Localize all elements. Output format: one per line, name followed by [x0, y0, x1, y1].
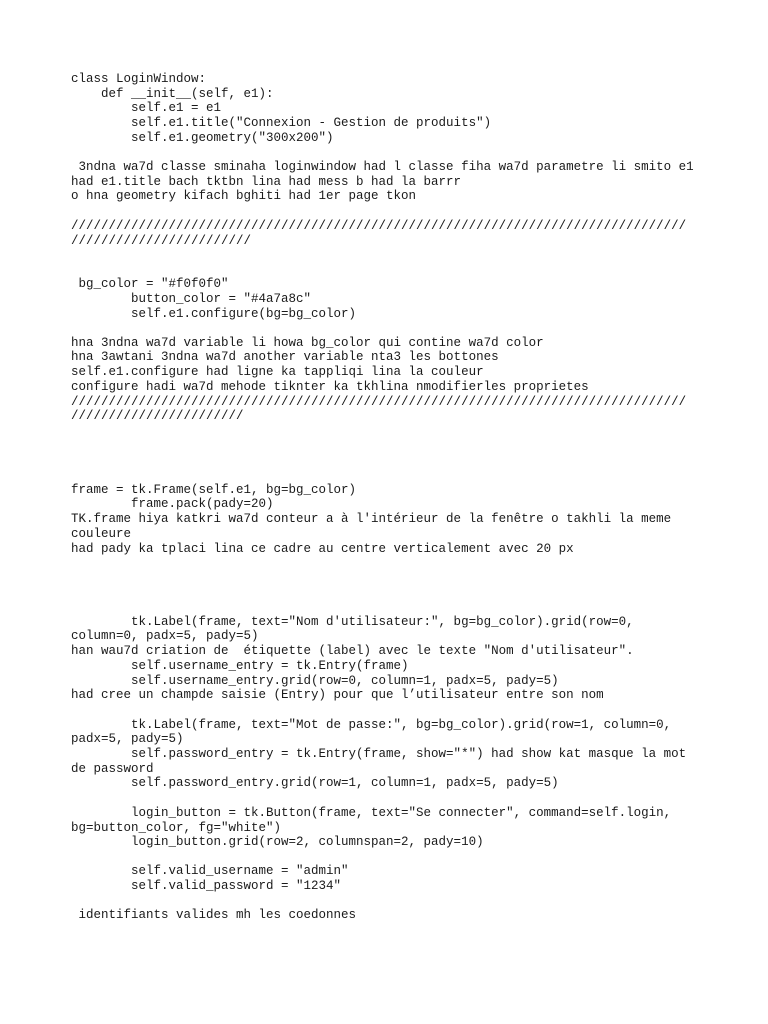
text-line: button_color = "#4a7a8c" — [71, 292, 312, 306]
text-line: identifiants valides mh les coedonnes — [71, 908, 357, 922]
text-line: TK.frame hiya katkri wa7d conteur a à l'intérieur de la fenêtre o takhli la meme — [71, 512, 672, 526]
text-line: login_button = tk.Button(frame, text="Se connecter", command=self.login, — [71, 806, 672, 820]
text-line: o hna geometry kifach bghiti had 1er page tkon — [71, 189, 417, 203]
text-line: hna 3ndna wa7d variable li howa bg_color qui contine wa7d color — [71, 336, 544, 350]
text-line: self.valid_username = "admin" — [71, 864, 349, 878]
text-line: self.e1.configure(bg=bg_color) — [71, 307, 357, 321]
text-line: had e1.title bach tktbn lina had mess b had la barrr — [71, 175, 462, 189]
text-line: bg_color = "#f0f0f0" — [71, 277, 229, 291]
separator-line: /////////////////////// — [71, 409, 244, 423]
text-line: han wau7d criation de étiquette (label) avec le texte "Nom d'utilisateur". — [71, 644, 634, 658]
text-line: def __init__(self, e1): — [71, 87, 274, 101]
separator-line: //////////////////////// — [71, 234, 252, 248]
text-line: column=0, padx=5, pady=5) — [71, 629, 259, 643]
separator-line: ////////////////////////////////////////////////////////////////////////////////// — [71, 219, 687, 233]
text-line: self.e1.title("Connexion - Gestion de produits") — [71, 116, 492, 130]
text-line: class LoginWindow: — [71, 72, 207, 86]
text-line: self.username_entry = tk.Entry(frame) — [71, 659, 409, 673]
text-line: frame.pack(pady=20) — [71, 497, 274, 511]
text-line: self.e1.geometry("300x200") — [71, 131, 334, 145]
text-line: self.e1 = e1 — [71, 101, 222, 115]
text-line: self.valid_password = "1234" — [71, 879, 342, 893]
text-line: had pady ka tplaci lina ce cadre au centre verticalement avec 20 px — [71, 542, 574, 556]
text-line: tk.Label(frame, text="Nom d'utilisateur:", bg=bg_color).grid(row=0, — [71, 615, 634, 629]
text-line: self.password_entry.grid(row=1, column=1, padx=5, pady=5) — [71, 776, 559, 790]
text-line: bg=button_color, fg="white") — [71, 821, 282, 835]
text-line: hna 3awtani 3ndna wa7d another variable nta3 les bottones — [71, 350, 499, 364]
separator-line: ////////////////////////////////////////////////////////////////////////////////// — [71, 395, 687, 409]
text-line: tk.Label(frame, text="Mot de passe:", bg=bg_color).grid(row=1, column=0, — [71, 718, 672, 732]
text-line: configure hadi wa7d mehode tiknter ka tkhlina nmodifierles proprietes — [71, 380, 589, 394]
text-line: padx=5, pady=5) — [71, 732, 184, 746]
text-line: de password — [71, 762, 154, 776]
text-line: self.username_entry.grid(row=0, column=1, padx=5, pady=5) — [71, 674, 559, 688]
text-line: self.password_entry = tk.Entry(frame, show="*") had show kat masque la mot — [71, 747, 687, 761]
text-line: 3ndna wa7d classe sminaha loginwindow had l classe fiha wa7d parametre li smito e1 — [71, 160, 694, 174]
text-line: self.e1.configure had ligne ka tappliqi lina la couleur — [71, 365, 484, 379]
text-line: login_button.grid(row=2, columnspan=2, pady=10) — [71, 835, 484, 849]
text-line: had cree un champde saisie (Entry) pour que l’utilisateur entre son nom — [71, 688, 604, 702]
text-line: couleure — [71, 527, 132, 541]
text-line: frame = tk.Frame(self.e1, bg=bg_color) — [71, 483, 357, 497]
